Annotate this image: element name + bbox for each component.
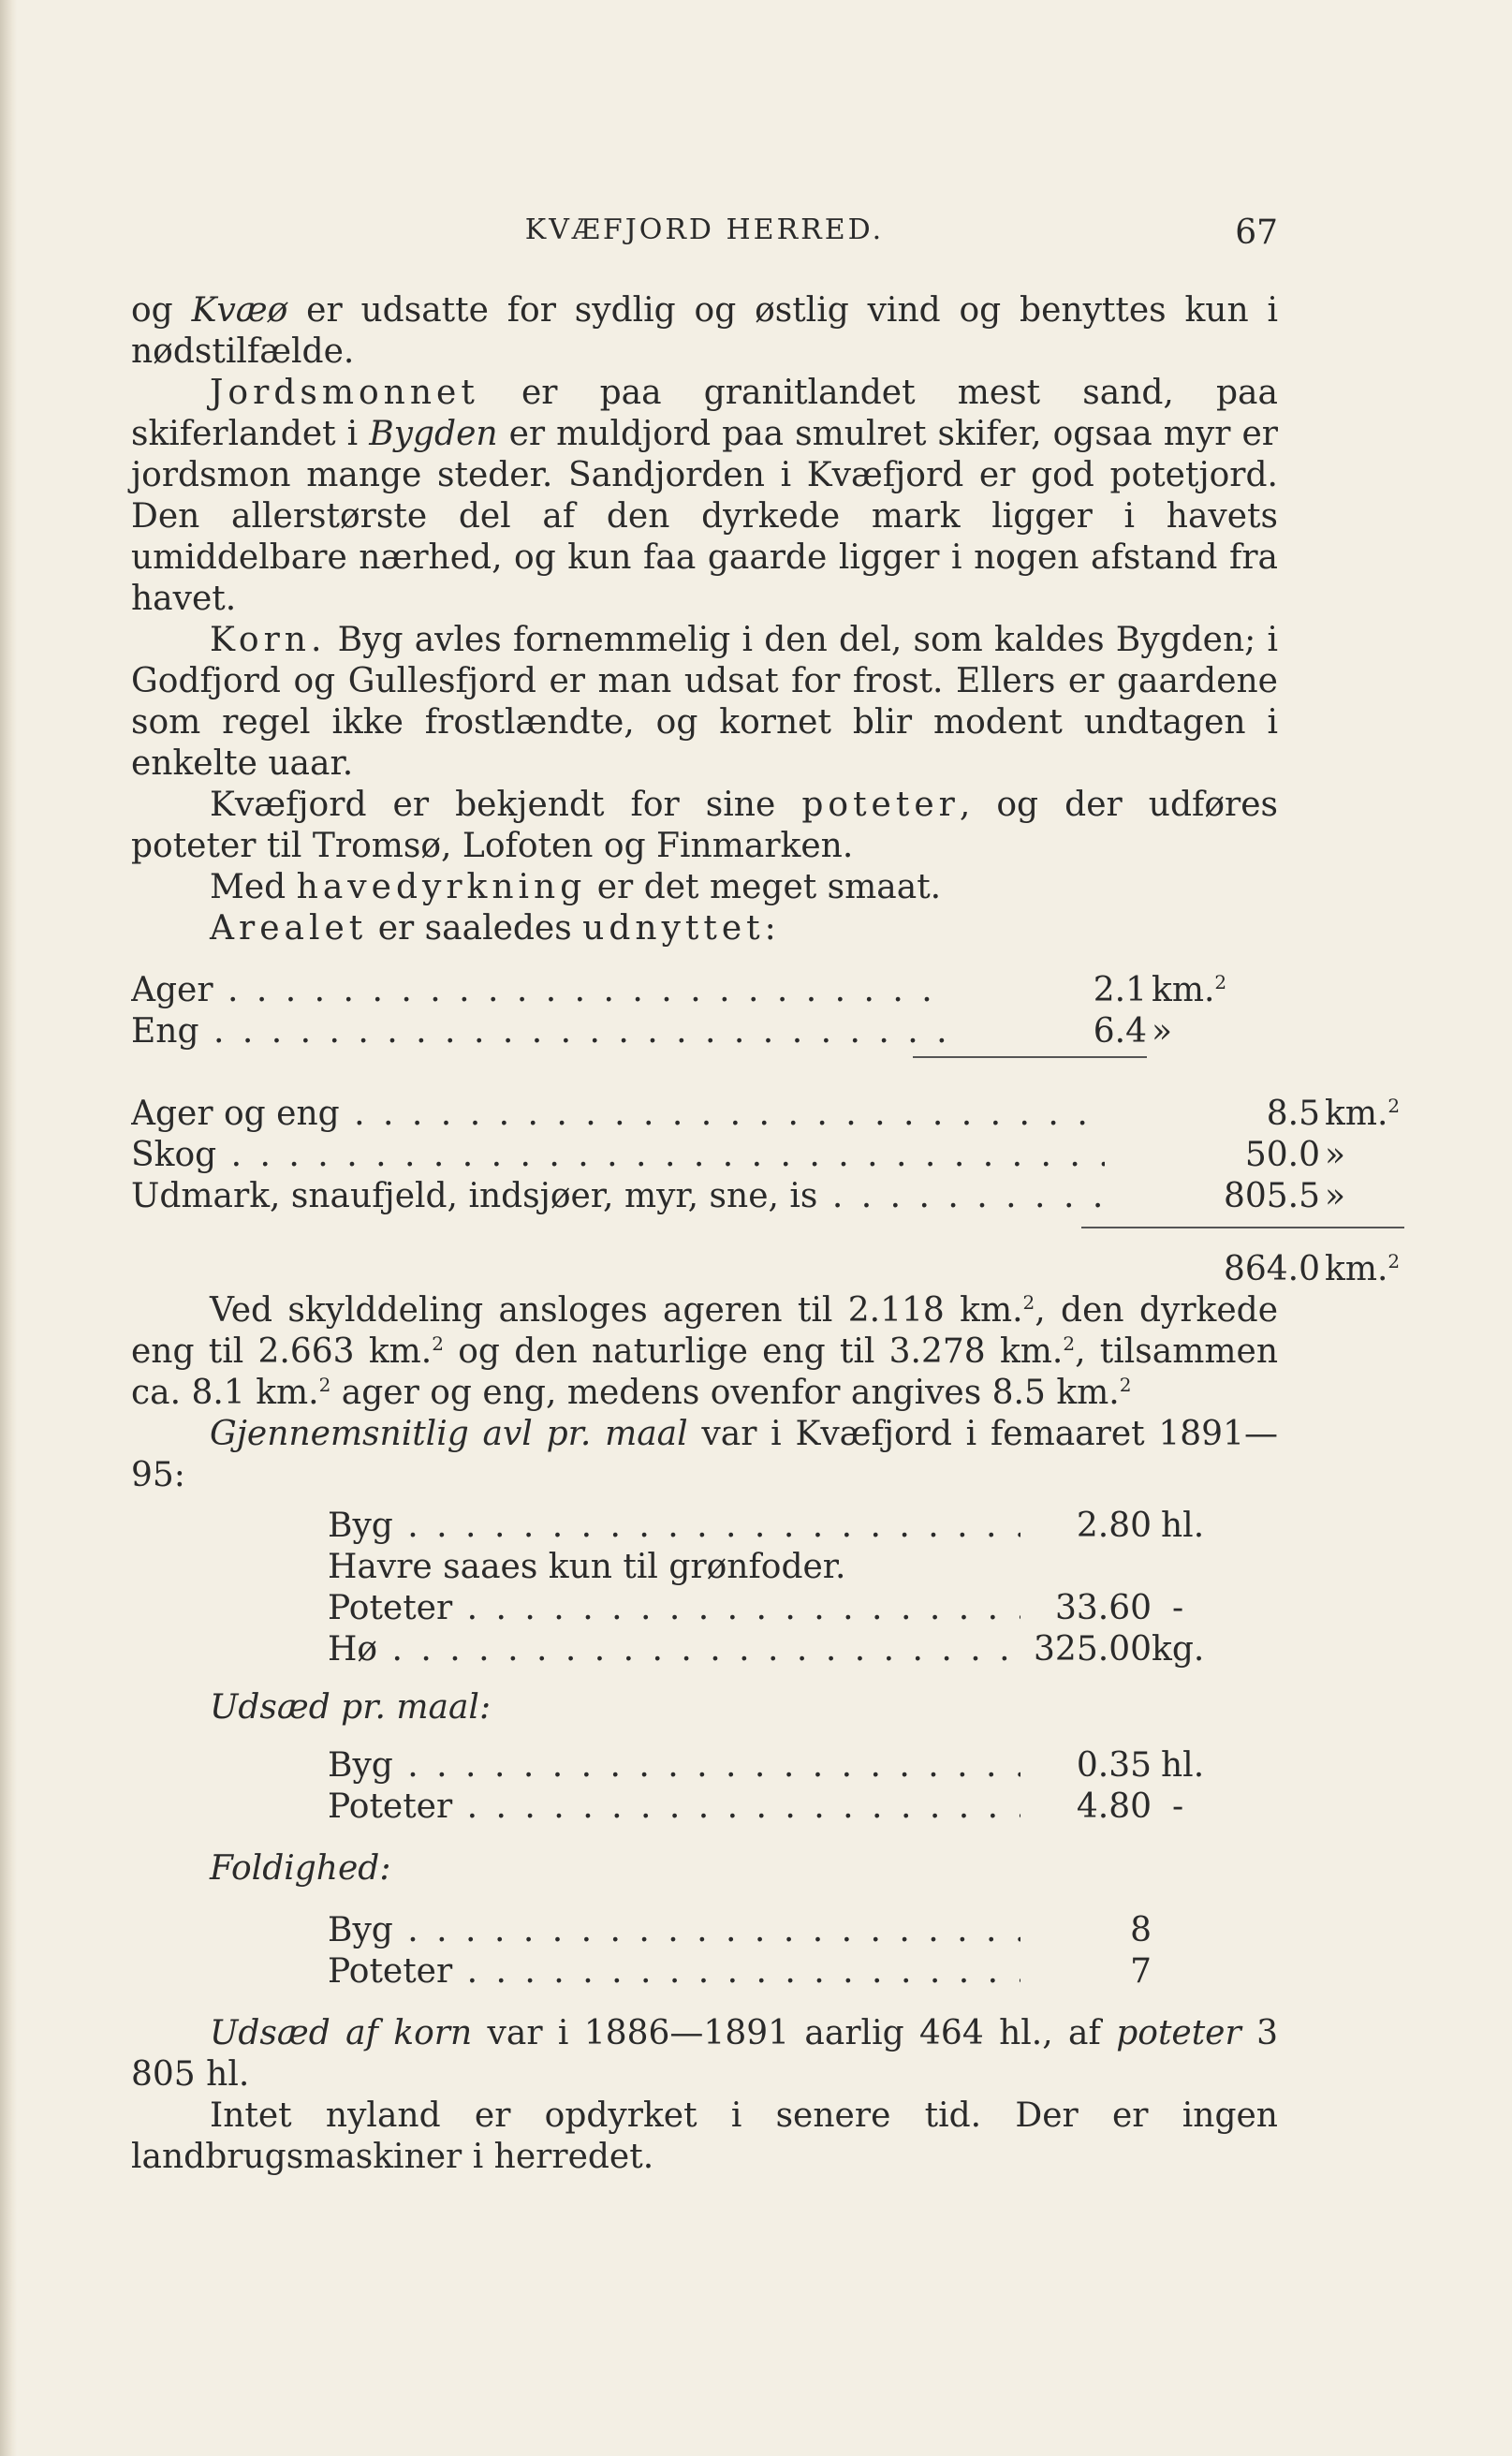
subtotal-rule — [913, 1056, 1147, 1058]
page-header — [131, 213, 1278, 260]
area-row-total: 864.0 km.$^2$ — [131, 1249, 1278, 1290]
paragraph-9: Udsæd af korn var i 1886—1891 aarlig 464 hl., af poteter 3 805 hl. — [131, 2014, 1278, 2094]
paragraph-4: Kvæfjord er bekjendt for sine poteter, og der udføres poteter til Tromsø, Lofoten og Finmarken. — [131, 786, 1278, 865]
udsaed-row-byg: Byg . . . 0.35 hl. — [131, 1745, 1278, 1787]
running-head: KVÆFJORD HERRED. — [524, 213, 885, 246]
avl-row-havre: Havre saaes kun til grønfoder. — [328, 1548, 846, 1586]
area-row-skog: Skog . . . 50.0 » — [131, 1135, 1278, 1176]
udsaed-row-poteter: Poteter . . . 4.80 - — [131, 1787, 1278, 1828]
area-row-udmark: Udmark, snaufjeld, indsjøer, myr, sne, is . . . 805.5 » — [131, 1176, 1278, 1217]
foldighed-heading: Foldighed: — [210, 1849, 391, 1888]
avl-row-poteter: Poteter . . . 33.60 - — [131, 1588, 1278, 1629]
paragraph-3: Korn. Byg avles fornemmelig i den del, som kaldes Bygden; i Godfjord og Gullesfjord er man udsat for frost. Ellers er gaardene som regel ikke frostlændte, og kornet blir modent undtagen i enkelte uaar. — [131, 621, 1278, 783]
paragraph-8: Gjennemsnitlig avl pr. maal var i Kvæfjord i femaaret 1891—95: — [131, 1415, 1278, 1494]
foldighed-row-byg: Byg . . . 8 — [131, 1910, 1278, 1951]
foldighed-row-poteter: Poteter . . . 7 — [131, 1951, 1278, 1993]
area-row-eng: Eng . . . 6.4 » — [131, 1011, 1278, 1052]
udsaed-heading: Udsæd pr. maal: — [210, 1688, 492, 1727]
paragraph-1: og Kvæø er udsatte for sydlig og østlig vind og benyttes kun i nødstilfælde. — [131, 291, 1278, 371]
paragraph-10: Intet nyland er opdyrket i senere tid. Der er ingen landbrugsmaskiner i herredet. — [131, 2096, 1278, 2176]
paragraph-5: Med havedyrkning er det meget smaat. — [210, 868, 942, 906]
page-edge-shadow — [0, 0, 17, 2456]
area-row-ager: Ager . . . 2.1 km.$^2$ — [131, 970, 1278, 1011]
total-rule — [1081, 1227, 1404, 1228]
paragraph-7: Ved skylddeling ansloges ageren til 2.118 km.$^2$, den dyrkede eng til 2.663 km.$^2$ og den naturlige eng til 3.278 km.$^2$, tilsammen ca. 8.1 km.$^2$ ager og eng, medens ovenfor angives 8.5 km.$^2$ — [131, 1291, 1278, 1412]
avl-row-ho: Hø . . . 325.00 kg. — [131, 1629, 1278, 1670]
avl-row-byg: Byg . . . 2.80 hl. — [131, 1506, 1278, 1547]
body-text — [131, 290, 1401, 2178]
area-row-ager-og-eng: Ager og eng . . . 8.5 km.$^2$ — [131, 1094, 1278, 1135]
paragraph-6: Arealet er saaledes udnyttet: — [210, 909, 781, 948]
paragraph-2: Jordsmonnet er paa granitlandet mest sand, paa skiferlandet i Bygden er muldjord paa smulret skifer, ogsaa myr er jordsmon mange steder. Sandjorden i Kvæfjord er god potetjord. Den allerstørste del af den dyrkede mark ligger i havets umiddelbare nærhed, og kun faa gaarde ligger i nogen afstand fra havet. — [131, 374, 1278, 618]
page-number: 67 — [1235, 213, 1278, 252]
